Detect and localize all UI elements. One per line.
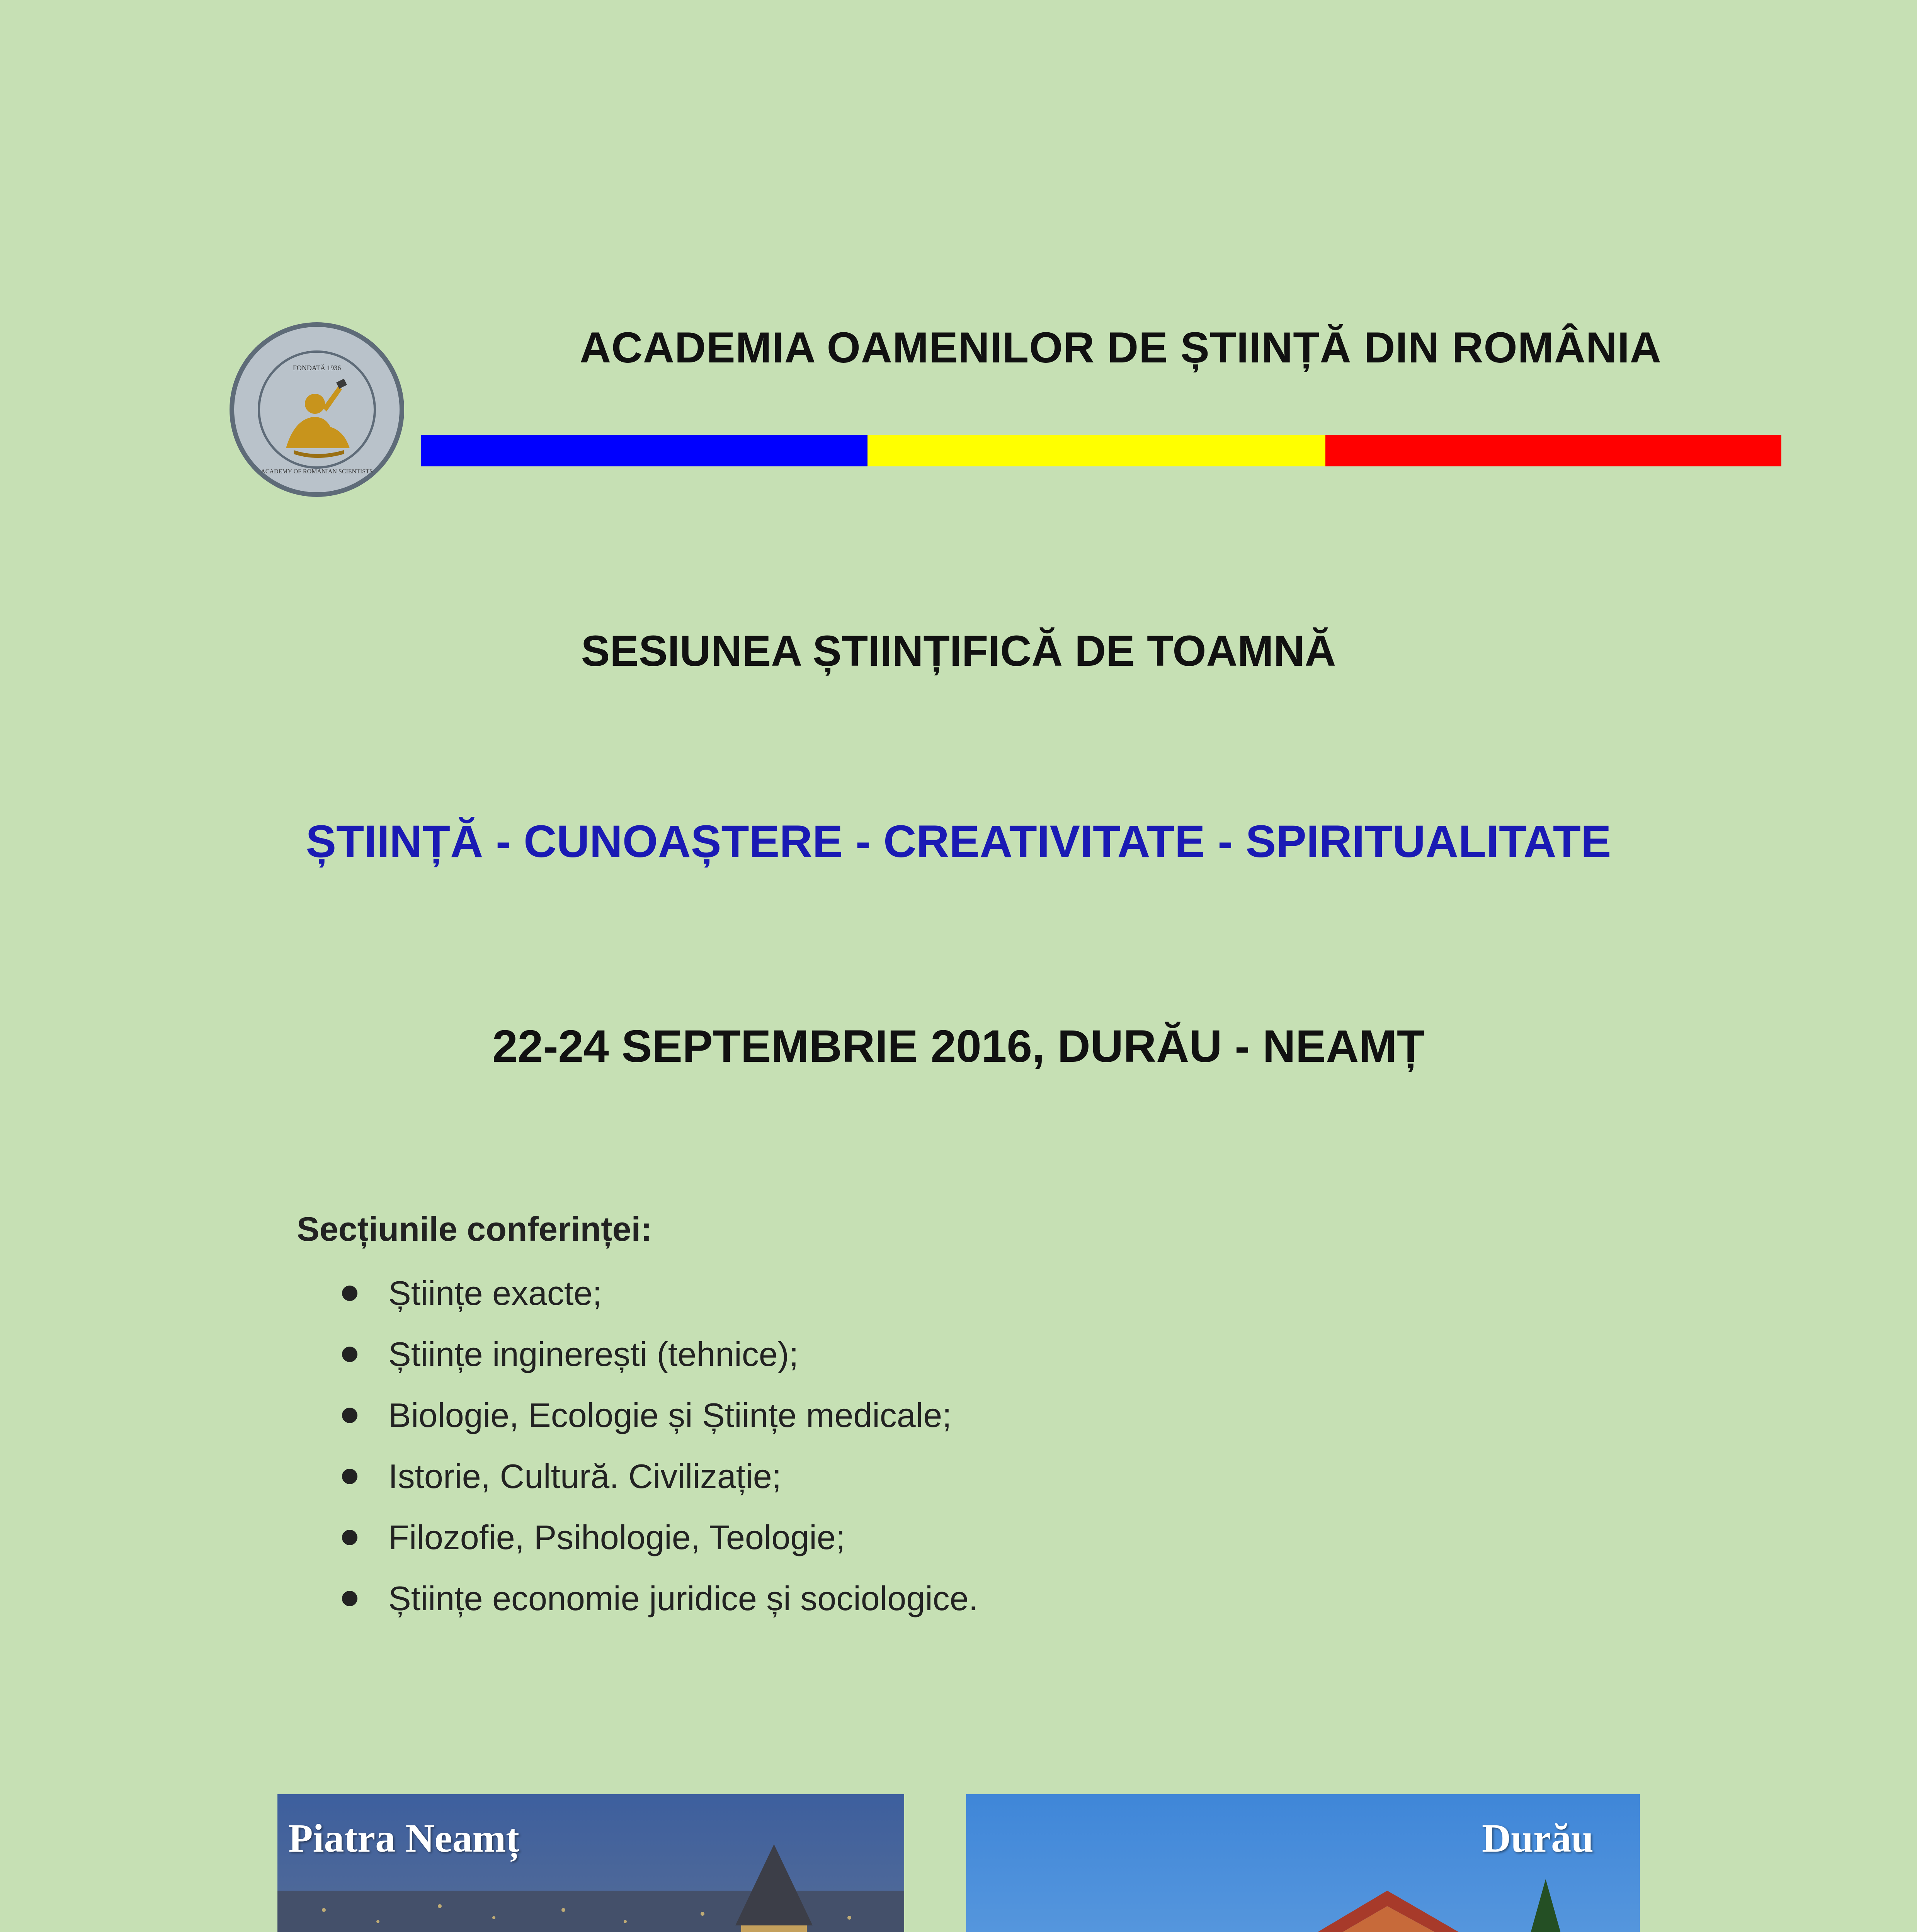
photo-caption: Piatra Neamț: [288, 1816, 519, 1861]
list-item: [336, 1568, 978, 1629]
piatra-neamt-photo: [277, 1794, 904, 1932]
bullet-icon: [342, 1286, 357, 1301]
durau-photo: [966, 1794, 1640, 1932]
date-place: 22-24 SEPTEMBRIE 2016, DURĂU - NEAMȚ: [492, 1021, 1425, 1072]
academy-title: ACADEMIA OAMENILOR DE ȘTIINȚĂ DIN ROMÂNIA: [580, 323, 1662, 372]
flag-stripe-yellow: [867, 435, 1325, 466]
seal-bottom-text: ACADEMY OF ROMANIAN SCIENTISTS: [261, 468, 373, 475]
section-item-label: Științe economie juridice și sociologice.: [388, 1579, 978, 1617]
section-item-label: Istorie, Cultură. Civilizație;: [388, 1457, 782, 1495]
academy-seal-icon: [228, 321, 406, 498]
sections-list: [336, 1263, 978, 1629]
motto: ȘTIINȚĂ - CUNOAȘTERE - CREATIVITATE - SPIRITUALITATE: [306, 816, 1611, 867]
section-item-label: Filozofie, Psihologie, Teologie;: [388, 1518, 845, 1556]
list-item: [336, 1385, 978, 1446]
seal-founded-text: FONDATĂ 1936: [293, 364, 341, 372]
flag-stripe-red: [1325, 435, 1781, 466]
photo-caption: Durău: [1482, 1816, 1594, 1861]
flag-stripe-blue: [421, 435, 867, 466]
sections-heading: Secțiunile conferinței:: [297, 1210, 652, 1248]
list-item: [336, 1507, 978, 1568]
section-item-label: Științe exacte;: [388, 1274, 602, 1312]
bullet-icon: [342, 1469, 357, 1484]
list-item: [336, 1263, 978, 1324]
session-title: SESIUNEA ȘTIINȚIFICĂ DE TOAMNĂ: [581, 627, 1336, 675]
bullet-icon: [342, 1530, 357, 1545]
section-item-label: Biologie, Ecologie și Științe medicale;: [388, 1396, 952, 1434]
bullet-icon: [342, 1347, 357, 1362]
bullet-icon: [342, 1408, 357, 1423]
bullet-icon: [342, 1591, 357, 1606]
list-item: [336, 1446, 978, 1507]
list-item: [336, 1324, 978, 1385]
section-item-label: Științe inginerești (tehnice);: [388, 1335, 799, 1373]
